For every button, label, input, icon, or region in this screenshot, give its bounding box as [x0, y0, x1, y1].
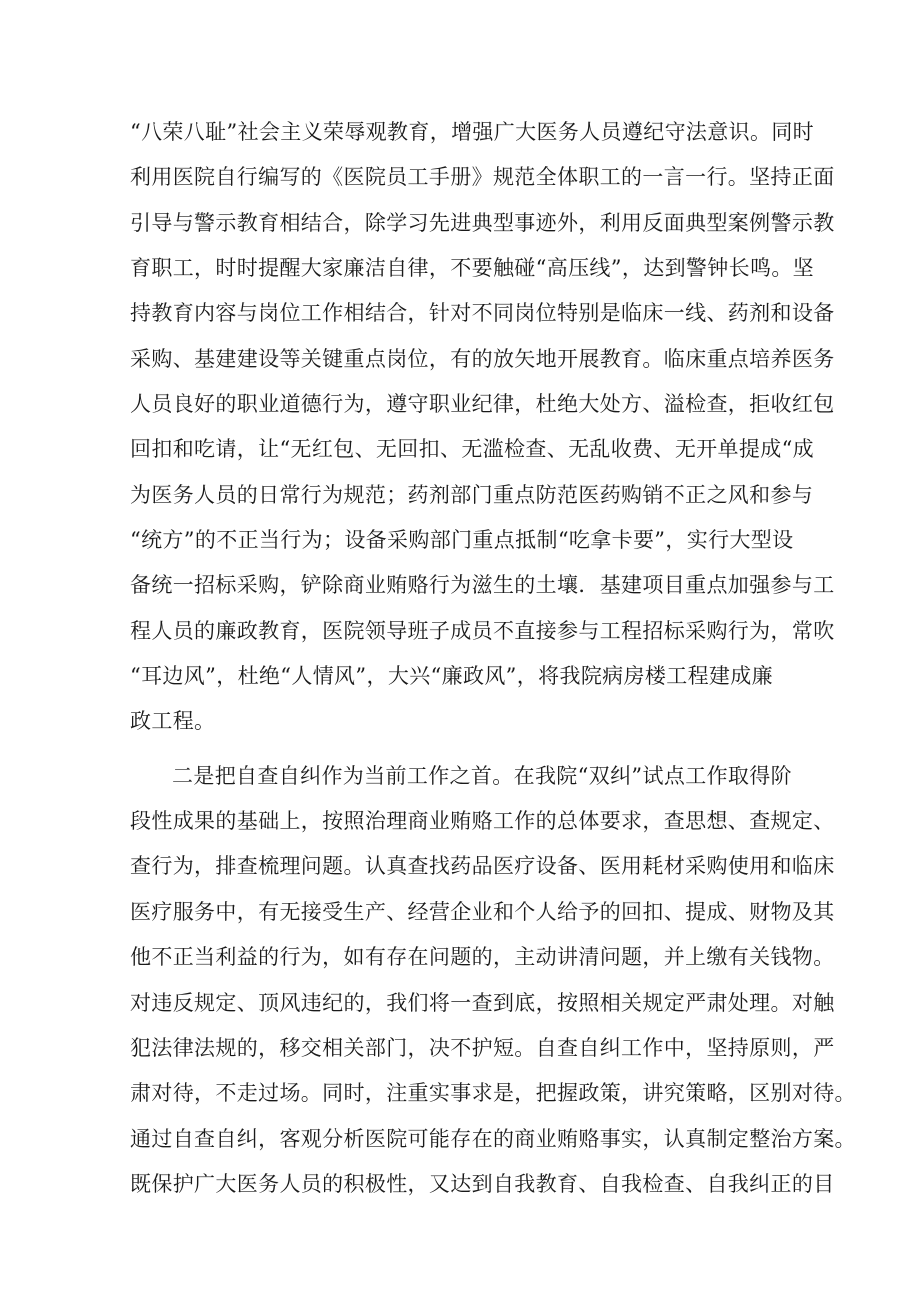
paragraph-2-line-9: 通过自查自纠，客观分析医院可能存在的商业贿赂事实，认真制定整治方案。 [130, 1127, 856, 1151]
paragraph-2-line-3: 查行为，排查梳理问题。认真查找药品医疗设备、医用耗材采购使用和临床 [130, 854, 835, 878]
paragraph-1-line-12: 程人员的廉政教育，医院领导班子成员不直接参与工程招标采购行为，常吹 [130, 619, 835, 643]
paragraph-1-line-6: 采购、基建建设等关键重点岗位，有的放矢地开展教育。临床重点培养医务 [130, 347, 835, 371]
paragraph-2-line-4: 医疗服务中，有无接受生产、经营企业和个人给予的回扣、提成、财物及其 [130, 900, 835, 924]
paragraph-1-line-9: 为医务人员的日常行为规范；药剂部门重点防范医药购销不正之风和参与 [130, 483, 814, 507]
paragraph-1-line-4: 育职工，时时提醒大家廉洁自律，不要触碰“高压线”，达到警钟长鸣。坚 [130, 256, 815, 280]
paragraph-1-line-10: “统方”的不正当行为；设备采购部门重点抵制“吃拿卡要”，实行大型设 [130, 528, 794, 552]
paragraph-1-line-11: 备统一招标采购，铲除商业贿赂行为滋生的土壤．基建项目重点加强参与工 [130, 573, 835, 597]
paragraph-2-line-7: 犯法律法规的，移交相关部门，决不护短。自查自纠工作中，坚持原则，严 [130, 1036, 835, 1060]
paragraph-1-line-7: 人员良好的职业道德行为，遵守职业纪律，杜绝大处方、溢检查，拒收红包 [130, 392, 835, 416]
paragraph-1-line-14: 政工程。 [130, 709, 216, 733]
paragraph-1-line-3: 引导与警示教育相结合，除学习先进典型事迹外，利用反面典型案例警示教 [130, 211, 835, 235]
paragraph-2-line-1: 二是把自查自纠作为当前工作之首。在我院“双纠”试点工作取得阶 [172, 764, 792, 788]
paragraph-1-line-5: 持教育内容与岗位工作相结合，针对不同岗位特别是临床一线、药剂和设备 [130, 301, 835, 325]
paragraph-2-line-8: 肃对待，不走过场。同时，注重实事求是，把握政策，讲究策略，区别对待。 [130, 1081, 856, 1105]
paragraph-1-line-13: “耳边风”，杜绝“人情风”，大兴“廉政风”，将我院病房楼工程建成廉 [130, 664, 773, 688]
paragraph-2-line-6: 对违反规定、顶风违纪的，我们将一查到底，按照相关规定严肃处理。对触 [130, 991, 835, 1015]
paragraph-2-line-5: 他不正当利益的行为，如有存在问题的，主动讲清问题，并上缴有关钱物。 [130, 945, 835, 969]
paragraph-2-line-2: 段性成果的基础上，按照治理商业贿赂工作的总体要求，查思想、查规定、 [130, 809, 835, 833]
paragraph-1-line-1: “八荣八耻”社会主义荣辱观教育，增强广大医务人员遵纪守法意识。同时 [130, 120, 815, 144]
paragraph-2-line-10: 既保护广大医务人员的积极性，又达到自我教育、自我检查、自我纠正的目 [130, 1172, 835, 1196]
paragraph-1-line-2: 利用医院自行编写的《医院员工手册》规范全体职工的一言一行。坚持正面 [130, 165, 835, 189]
paragraph-1-line-8: 回扣和吃请，让“无红包、无回扣、无滥检查、无乱收费、无开单提成“成 [130, 437, 815, 461]
